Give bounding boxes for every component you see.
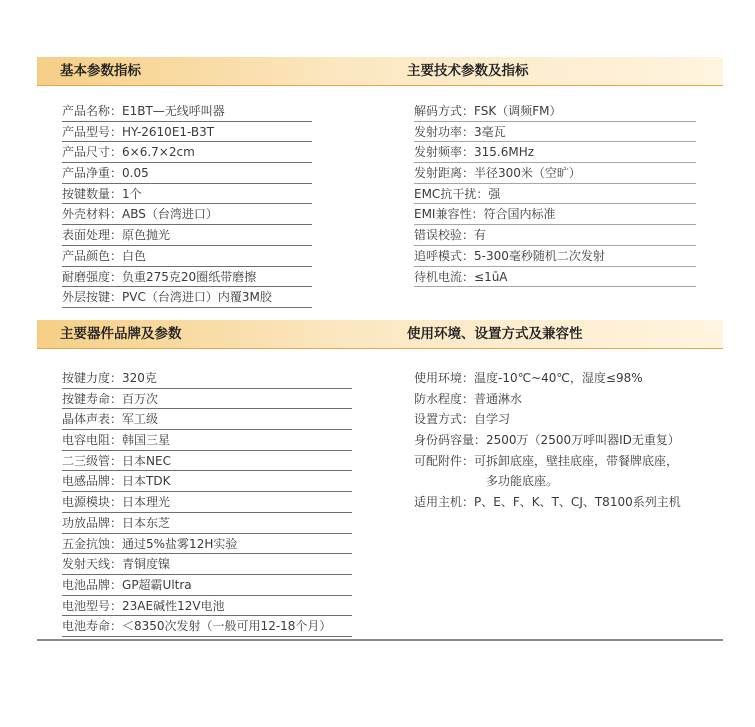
spec-value: 韩国三星 [122, 433, 171, 448]
spec-label: 电源模块： [62, 495, 123, 510]
spec-row [62, 616, 352, 637]
spec-row [62, 368, 352, 389]
spec-label: 使用环境： [414, 371, 475, 385]
spec-label: 适用主机： [414, 495, 475, 510]
spec-row [62, 596, 352, 617]
spec-value: 320克 [122, 371, 157, 385]
spec-value: ≤1ūA [474, 269, 508, 284]
section-title-components: 主要器件品牌及参数 [60, 326, 182, 342]
spec-row [62, 554, 352, 575]
spec-label: 晶体声表： [62, 412, 123, 427]
spec-value: 符合国内标准 [483, 207, 556, 222]
spec-label: 产品净重： [62, 166, 123, 181]
spec-row [62, 225, 312, 246]
spec-row [414, 430, 704, 451]
spec-row [62, 246, 312, 267]
spec-value: 负重275克20圈纸带磨擦 [122, 269, 257, 284]
spec-row [62, 389, 352, 410]
spec-row [414, 389, 704, 410]
spec-row [62, 287, 312, 308]
spec-label: 产品颜色： [62, 248, 123, 263]
spec-row [414, 225, 696, 246]
spec-row [62, 122, 312, 143]
spec-row [414, 368, 704, 389]
spec-value: 5-300毫秒随机二次发射 [474, 248, 605, 263]
spec-value: 半径300米（空旷） [474, 166, 581, 181]
spec-value: 日本东芝 [122, 515, 171, 530]
spec-row [62, 471, 352, 492]
spec-row [62, 267, 312, 288]
spec-row [62, 101, 312, 122]
section-header-components-env [37, 320, 723, 348]
spec-label: 外层按键： [62, 290, 123, 305]
spec-value: 强 [488, 186, 501, 201]
spec-row [62, 184, 312, 205]
spec-value: HY-2610E1-B3T [122, 124, 215, 139]
spec-row [62, 451, 352, 472]
components-list [62, 368, 352, 637]
spec-value: 2500万（2500万呼叫器ID无重复） [486, 433, 680, 448]
spec-label: 按键寿命： [62, 391, 123, 406]
spec-value: 可拆卸底座，壁挂底座，带餐牌底座， [474, 453, 679, 468]
spec-label: 电池型号： [62, 598, 123, 613]
spec-label: 表面处理： [62, 228, 123, 243]
spec-label: 外壳材料： [62, 207, 123, 222]
spec-label: EMC抗干扰： [414, 186, 489, 201]
spec-value: FSK（调频FM） [474, 104, 562, 118]
spec-value: 自学习 [474, 412, 511, 427]
spec-label: 产品尺寸： [62, 145, 123, 160]
section-title-env: 使用环境、设置方式及兼容性 [407, 326, 583, 342]
spec-value: 军工级 [122, 412, 159, 427]
section-rule [37, 348, 723, 349]
spec-label: 防水程度： [414, 391, 475, 406]
spec-row [62, 204, 312, 225]
spec-row [62, 142, 312, 163]
spec-value: 6×6.7×2cm [122, 145, 195, 160]
spec-label: 发射距离： [414, 166, 475, 181]
spec-value: 日本TDK [122, 474, 171, 489]
spec-value: 1个 [122, 186, 142, 201]
spec-value: 温度-10℃~40℃，湿度≤98% [474, 371, 643, 385]
spec-row [62, 163, 312, 184]
spec-label: 功放品牌： [62, 515, 123, 530]
spec-label: 解码方式： [414, 104, 475, 118]
section-title-basic: 基本参数指标 [60, 63, 141, 79]
spec-value: 青铜度镍 [122, 557, 171, 572]
spec-label: 电感品牌： [62, 474, 123, 489]
spec-value: 有 [474, 228, 487, 243]
spec-row [62, 409, 352, 430]
spec-label: 五金抗蚀： [62, 536, 123, 551]
spec-label: 电容电阻： [62, 433, 123, 448]
spec-label: 发射频率： [414, 145, 475, 160]
spec-row [414, 142, 696, 163]
spec-label: 按键数量： [62, 186, 123, 201]
spec-row [414, 267, 696, 288]
spec-value: ＜8350次发射（一般可用12-18个月） [122, 619, 332, 634]
spec-value: 通过5%盐雾12H实验 [122, 536, 238, 551]
spec-label: 发射天线： [62, 557, 123, 572]
env-list [414, 368, 704, 513]
spec-label: EMI兼容性： [414, 207, 484, 222]
spec-row [62, 430, 352, 451]
spec-value: 23AE碱性12V电池 [122, 598, 225, 613]
spec-label: 追呼模式： [414, 248, 475, 263]
spec-label: 可配附件： [414, 453, 475, 468]
spec-row [414, 184, 696, 205]
spec-value: 原色抛光 [122, 228, 171, 243]
spec-value: E1BT—无线呼叫器 [122, 104, 225, 118]
spec-label: 发射功率： [414, 124, 475, 139]
spec-row [414, 122, 696, 143]
spec-row [414, 471, 704, 492]
spec-label: 设置方式： [414, 412, 475, 427]
spec-value: 日本NEC [122, 453, 171, 468]
section-header-basic-tech [37, 57, 723, 85]
spec-value: 白色 [122, 248, 147, 263]
spec-row [62, 513, 352, 534]
spec-row [414, 451, 704, 472]
spec-value: 多功能底座。 [486, 474, 559, 489]
spec-label: 按键力度： [62, 371, 123, 385]
spec-row [414, 246, 696, 267]
spec-value: 百万次 [122, 391, 159, 406]
spec-label: 耐磨强度： [62, 269, 123, 284]
tech-params-list [414, 101, 696, 287]
spec-row [62, 534, 352, 555]
spec-value: PVC（台湾进口）内覆3M胶 [122, 290, 272, 305]
spec-label: 待机电流： [414, 269, 475, 284]
spec-row [414, 492, 704, 513]
spec-value: ABS（台湾进口） [122, 207, 218, 222]
spec-label: 产品型号： [62, 124, 123, 139]
spec-value: P、E、F、K、T、CJ、T8100系列主机 [474, 495, 681, 510]
basic-params-list [62, 101, 312, 308]
spec-label: 错误校验： [414, 228, 475, 243]
spec-value: 日本理光 [122, 495, 171, 510]
spec-label: 电池品牌： [62, 577, 123, 592]
spec-row [414, 409, 704, 430]
spec-value: 315.6MHz [474, 145, 535, 160]
spec-label: 电池寿命： [62, 619, 123, 634]
spec-row [62, 492, 352, 513]
spec-row [62, 575, 352, 596]
spec-row [414, 101, 696, 122]
spec-label: 二三级管： [62, 453, 123, 468]
spec-value: GP超霸Ultra [122, 577, 192, 592]
spec-label: 产品名称： [62, 104, 123, 118]
spec-label: 身份码容量： [414, 433, 487, 448]
spec-row [414, 163, 696, 184]
spec-value: 0.05 [122, 166, 149, 181]
spec-row [414, 204, 696, 225]
section-title-tech: 主要技术参数及指标 [407, 63, 529, 79]
spec-value: 普通淋水 [474, 391, 523, 406]
bottom-rule [37, 639, 723, 641]
spec-value: 3毫瓦 [474, 124, 506, 139]
section-rule [37, 85, 723, 86]
